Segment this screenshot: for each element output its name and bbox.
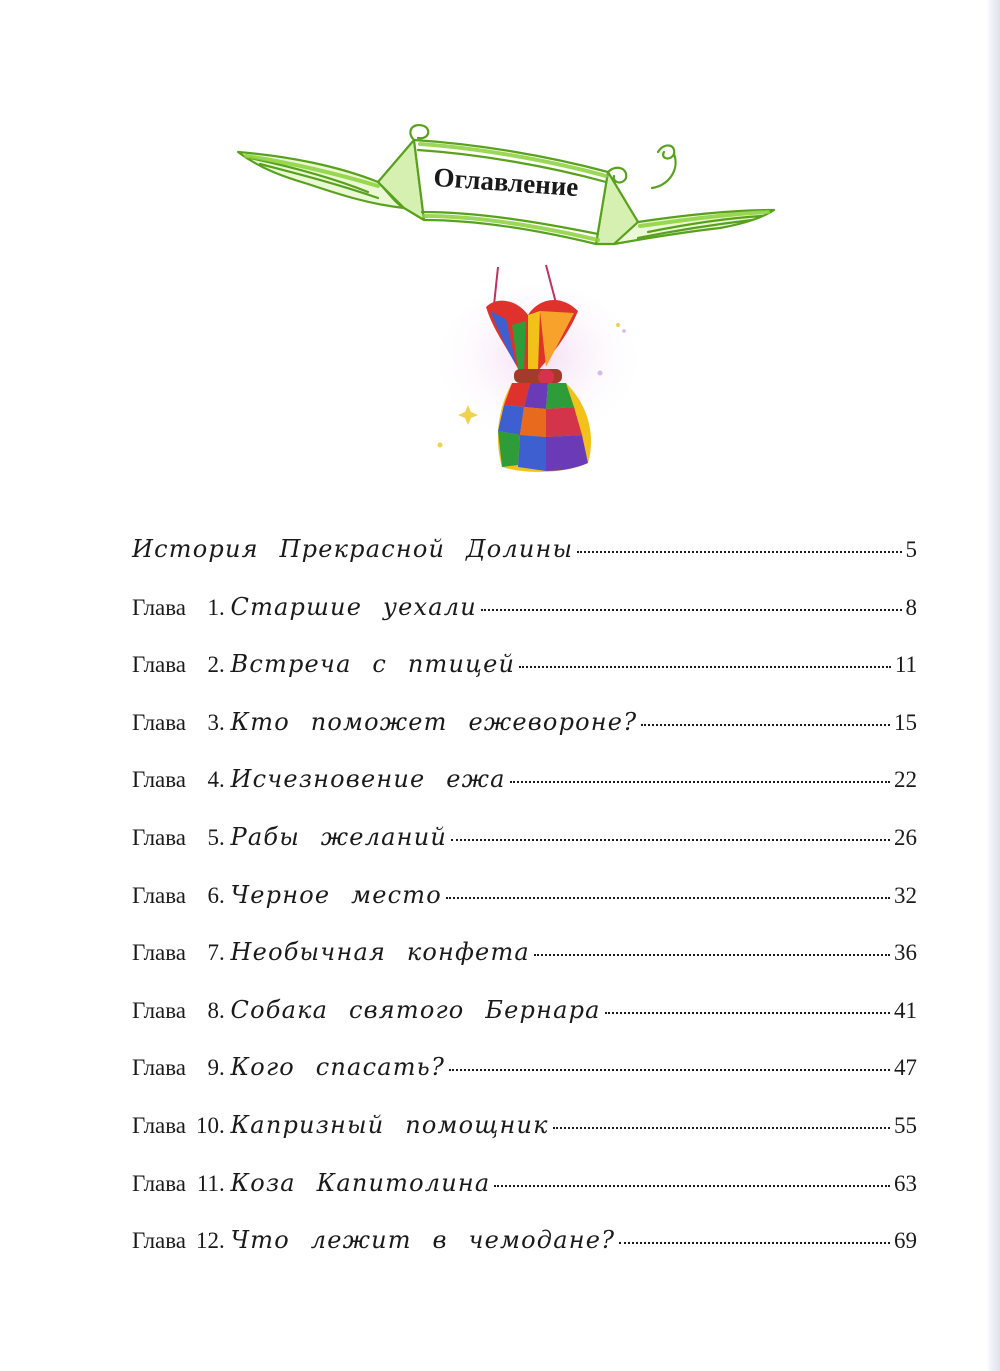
toc-leader-dots [451, 839, 890, 841]
chapter-number: 7. [207, 940, 225, 966]
toc-leader-dots [449, 1069, 890, 1071]
dress-illustration [428, 255, 638, 480]
toc-entry[interactable] [132, 938, 917, 996]
toc-entry-title: Исчезновение ежа [230, 765, 506, 794]
page-title: Оглавление [432, 161, 580, 203]
toc-page-number: 63 [894, 1170, 917, 1196]
chapter-number: 1. [207, 594, 225, 620]
toc-entry-title: История Прекрасной Долины [132, 535, 574, 563]
toc-entry-title: Что лежит в чемодане? [230, 1226, 616, 1255]
toc-leader-dots [605, 1012, 890, 1014]
toc-page-number: 69 [894, 1228, 917, 1254]
chapter-number: 5. [207, 824, 225, 850]
toc-entry[interactable] [132, 708, 917, 766]
toc-entry[interactable] [132, 650, 917, 708]
chapter-label: Глава [132, 997, 187, 1023]
toc-entry[interactable] [132, 593, 917, 651]
toc-leader-dots [534, 954, 890, 956]
patchwork-dress-icon [428, 255, 638, 480]
toc-entry-title: Кто поможет ежевороне? [230, 707, 638, 736]
toc-page-number: 26 [894, 824, 917, 850]
toc-entry[interactable] [132, 1169, 917, 1227]
chapter-number: 8. [207, 997, 225, 1023]
toc-page-number: 8 [905, 594, 917, 620]
toc-entry-title: Встреча с птицей [230, 650, 516, 679]
chapter-label: Глава [132, 594, 187, 620]
toc-entry[interactable] [132, 1111, 917, 1169]
chapter-label: Глава [132, 652, 187, 678]
toc-leader-dots [446, 897, 890, 899]
chapter-number: 6. [207, 882, 225, 908]
toc-entry-title: Коза Капитолина [230, 1168, 491, 1197]
toc-entry[interactable] [132, 1226, 917, 1284]
table-of-contents [132, 535, 917, 1284]
toc-page-number: 55 [894, 1112, 917, 1138]
chapter-number: 4. [207, 767, 225, 793]
toc-entry-title: Старшие уехали [230, 592, 477, 621]
chapter-label: Глава [132, 1170, 187, 1196]
toc-entry[interactable] [132, 765, 917, 823]
toc-leader-dots [481, 609, 902, 611]
toc-entry[interactable] [132, 996, 917, 1054]
title-ribbon [228, 112, 784, 252]
toc-leader-dots [553, 1127, 890, 1129]
chapter-number: 3. [207, 709, 225, 735]
toc-page-number: 22 [894, 767, 917, 793]
toc-entry-title: Черное место [230, 880, 442, 909]
chapter-label: Глава [132, 1112, 187, 1138]
toc-entry-title: Собака святого Бернара [230, 995, 601, 1024]
chapter-number: 11. [196, 1170, 225, 1196]
chapter-label: Глава [132, 1228, 187, 1254]
toc-entry-intro[interactable] [132, 535, 917, 593]
toc-page-number: 32 [894, 882, 917, 908]
toc-entry[interactable] [132, 823, 917, 881]
toc-page-number: 47 [894, 1055, 917, 1081]
toc-entry[interactable] [132, 1053, 917, 1111]
chapter-label: Глава [132, 1055, 187, 1081]
chapter-label: Глава [132, 824, 187, 850]
toc-page-number: 41 [894, 997, 917, 1023]
toc-leader-dots [577, 551, 901, 553]
toc-page-number: 15 [894, 709, 917, 735]
chapter-label: Глава [132, 767, 187, 793]
chapter-number: 10. [196, 1112, 225, 1138]
toc-leader-dots [494, 1185, 890, 1187]
toc-entry-title: Необычная конфета [230, 938, 530, 967]
toc-leader-dots [641, 724, 890, 726]
toc-leader-dots [519, 666, 891, 668]
toc-leader-dots [619, 1242, 890, 1244]
toc-page-number: 5 [905, 537, 917, 562]
chapter-number: 2. [207, 652, 225, 678]
toc-page-number: 11 [894, 652, 917, 678]
toc-entry-title: Рабы желаний [230, 822, 448, 851]
chapter-number: 9. [207, 1055, 225, 1081]
chapter-number: 12. [196, 1228, 225, 1254]
toc-entry[interactable] [132, 881, 917, 939]
chapter-label: Глава [132, 882, 187, 908]
chapter-label: Глава [132, 709, 187, 735]
chapter-label: Глава [132, 940, 187, 966]
page-edge-shadow [986, 0, 1000, 1371]
toc-entry-title: Капризный помощник [230, 1110, 549, 1139]
toc-page-number: 36 [894, 940, 917, 966]
toc-leader-dots [510, 781, 890, 783]
toc-entry-title: Кого спасать? [230, 1053, 446, 1082]
